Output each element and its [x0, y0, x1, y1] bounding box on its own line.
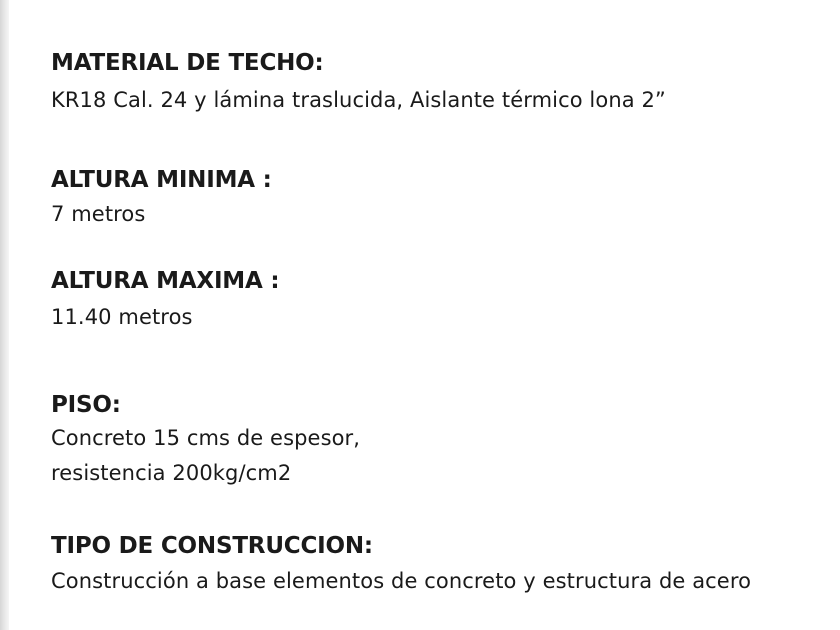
- section-value-piso-line-2: resistencia 200kg/cm2: [51, 461, 292, 485]
- section-heading-material-de-techo: MATERIAL DE TECHO:: [51, 50, 324, 76]
- section-heading-tipo-de-construccion: TIPO DE CONSTRUCCION:: [51, 533, 373, 559]
- section-value-piso-line-1: Concreto 15 cms de espesor,: [51, 426, 361, 450]
- section-value-altura-minima: 7 metros: [51, 202, 146, 226]
- page-left-edge: [0, 0, 9, 630]
- section-heading-altura-maxima: ALTURA MAXIMA :: [51, 268, 280, 294]
- section-heading-altura-minima: ALTURA MINIMA :: [51, 167, 272, 193]
- section-value-tipo-de-construccion: Construcción a base elementos de concreto y estructura de acero: [51, 569, 752, 593]
- section-value-altura-maxima: 11.40 metros: [51, 305, 193, 329]
- section-heading-piso: PISO:: [51, 392, 121, 418]
- section-value-material-de-techo: KR18 Cal. 24 y lámina traslucida, Aislante térmico lona 2”: [51, 88, 666, 112]
